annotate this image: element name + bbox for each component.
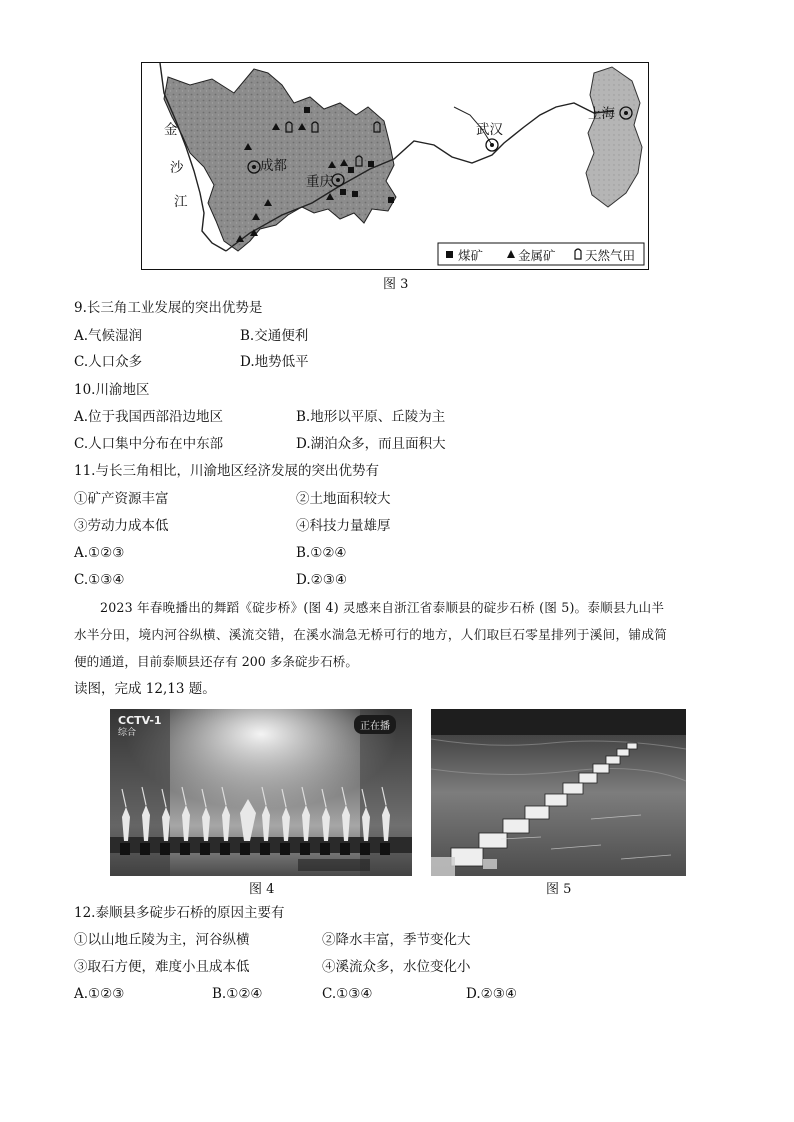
yangtze-delta-region [586,67,642,207]
coal-legend-icon [446,251,453,258]
q12-option-c[interactable]: C.①③④ [322,986,373,1002]
q11-option-a[interactable]: A.①②③ [74,545,125,561]
q11-statement-2: ②土地面积较大 [296,491,391,507]
q10-option-a[interactable]: A.位于我国西部沿边地区 [74,409,224,425]
cctv-logo-text: CCTV-1 [118,714,162,727]
legend-metal-label: 金属矿 [518,248,556,263]
cctv-logo-sub: 综合 [118,728,137,738]
legend-gas-label: 天然气田 [585,248,636,263]
figure-5-photo [431,709,686,876]
q12-option-d[interactable]: D.②③④ [466,986,517,1002]
figure-4-caption: 图 4 [249,882,275,897]
q9-option-a[interactable]: A.气候湿润 [74,328,143,344]
reading-instruction: 读图，完成 12,13 题。 [74,681,216,697]
label-wuhan: 武汉 [476,122,503,138]
figure-3-caption: 图 3 [383,277,409,292]
figure-4-photo [110,709,412,876]
cctv-logo [118,715,162,739]
figure-5-caption: 图 5 [546,882,572,897]
q12-statement-3: ③取石方便，难度小且成本低 [74,959,250,975]
label-jinsha-2: 沙 [170,160,184,176]
q9-stem: 9.长三角工业发展的突出优势是 [74,300,263,316]
q12-statement-2: ②降水丰富，季节变化大 [322,932,471,948]
stepping-stone-bridge-image [431,709,686,876]
label-jinsha-1: 金 [164,122,178,138]
q11-stem: 11.与长三角相比，川渝地区经济发展的突出优势有 [74,463,379,479]
q10-option-c[interactable]: C.人口集中分布在中东部 [74,436,224,452]
q12-option-b[interactable]: B.①②④ [212,986,263,1002]
live-badge: 正在播 [354,715,396,734]
q9-option-c[interactable]: C.人口众多 [74,354,143,370]
q12-statement-4: ④溪流众多，水位变化小 [322,959,471,975]
passage-line-1: 2023 年春晚播出的舞蹈《碇步桥》(图 4) 灵感来自浙江省泰顺县的碇步石桥 (图 5)。泰顺县九山半 [100,600,665,615]
legend-coal-label: 煤矿 [458,248,484,263]
q12-option-a[interactable]: A.①②③ [74,986,125,1002]
label-chongqing: 重庆 [306,174,333,190]
q11-statement-1: ①矿产资源丰富 [74,491,169,507]
wuhan-marker [486,139,498,151]
q11-option-b[interactable]: B.①②④ [296,545,347,561]
q11-option-d[interactable]: D.②③④ [296,572,347,588]
q10-option-b[interactable]: B.地形以平原、丘陵为主 [296,409,446,425]
label-chengdu: 成都 [260,158,287,174]
q11-statement-4: ④科技力量雄厚 [296,518,391,534]
q11-statement-3: ③劳动力成本低 [74,518,169,534]
label-jinsha-3: 江 [174,194,188,210]
q11-option-c[interactable]: C.①③④ [74,572,125,588]
label-shanghai: 上海 [588,106,615,122]
q9-option-b[interactable]: B.交通便利 [240,328,309,344]
q10-option-d[interactable]: D.湖泊众多，而且面积大 [296,436,446,452]
passage-line-3: 便的通道，目前泰顺县还存有 200 多条碇步石桥。 [74,654,358,669]
q10-stem: 10.川渝地区 [74,382,150,398]
q12-stem: 12.泰顺县多碇步石桥的原因主要有 [74,905,285,921]
map-graphic [142,63,647,268]
passage-line-2: 水半分田，境内河谷纵横、溪流交错，在溪水湍急无桥可行的地方，人们取巨石零星排列于溪间，铺成简 [74,627,668,642]
figure-3-map [141,62,649,270]
q12-statement-1: ①以山地丘陵为主，河谷纵横 [74,932,250,948]
q9-option-d[interactable]: D.地势低平 [240,354,309,370]
